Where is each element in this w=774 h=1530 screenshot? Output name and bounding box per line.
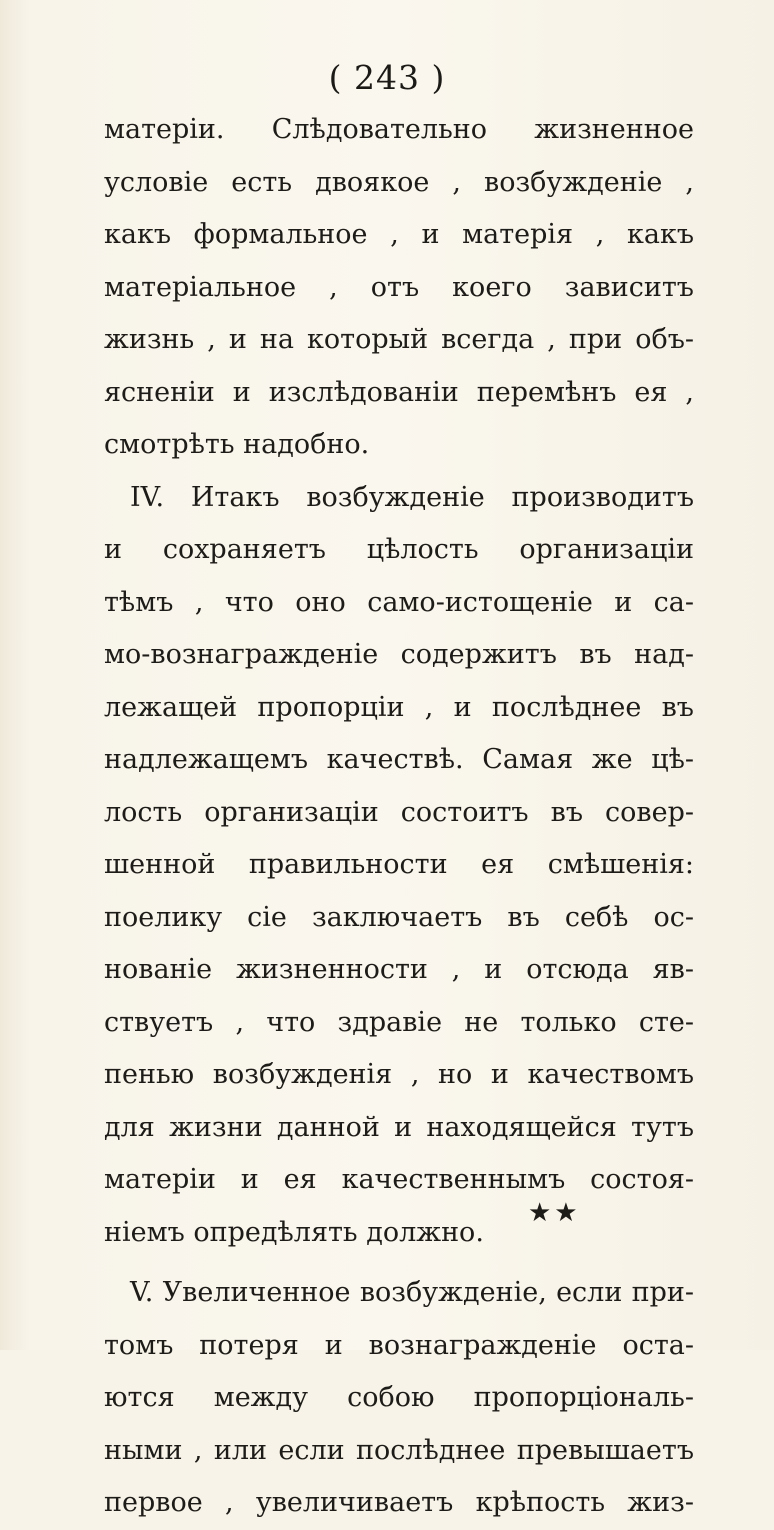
- text-line: нованiе жизненности , и отсюда яв-: [104, 954, 694, 985]
- signature-mark: ★★: [528, 1198, 581, 1228]
- text-line: матерiи. Слѣдовательно жизненное: [104, 114, 694, 145]
- text-line: надлежащемъ качествѣ. Самая же цѣ-: [104, 744, 694, 775]
- text-line: томъ потеря и вознагражденiе оста-: [104, 1329, 694, 1361]
- text-line: матерiи и ея качественнымъ состоя-: [104, 1164, 694, 1195]
- text-line: смотрѣть надобно.: [104, 429, 370, 460]
- text-line: шенной правильности ея смѣшенiя:: [104, 849, 694, 880]
- text-line: какъ формальное , и матерiя , какъ: [104, 219, 694, 250]
- text-line: ствуетъ , что здравiе не только сте-: [104, 1006, 694, 1038]
- text-line: ются между собою пропорцiональ-: [104, 1382, 694, 1413]
- page-number: ( 243 ): [328, 58, 446, 97]
- body-text: [104, 104, 694, 1530]
- text-line: и сохраняетъ цѣлость организацiи: [104, 534, 694, 565]
- text-line: ясненiи и изслѣдованiи перемѣнъ ея ,: [104, 376, 694, 408]
- text-line: матерiальное , отъ коего зависитъ: [104, 271, 694, 303]
- text-line: мо-вознагражденiе содержитъ въ над-: [104, 639, 694, 670]
- text-line: для жизни данной и находящейся тутъ: [104, 1111, 694, 1143]
- text-line: поелику сiе заключаетъ въ себѣ ос-: [104, 901, 694, 933]
- text-line: жизнь , и на который всегда , при объ-: [104, 324, 694, 355]
- text-line: условiе есть двоякое , возбужденiе ,: [104, 166, 694, 198]
- text-line: лость организацiи состоитъ въ совер-: [104, 796, 694, 828]
- text-line: пенью возбужденiя , но и качествомъ: [104, 1059, 694, 1090]
- paragraph-start-iv: IV. Итакъ возбужденiе производитъ: [130, 481, 694, 513]
- text-line: нiемъ опредѣлять должно.: [104, 1216, 484, 1248]
- paragraph-gap: [104, 1259, 694, 1267]
- text-line: тѣмъ , что оно само-истощенiе и са-: [104, 586, 694, 618]
- text-line: ными , или если послѣднее превышаетъ: [104, 1434, 694, 1466]
- text-line: лежащей пропорцiи , и послѣднее въ: [104, 691, 694, 723]
- text-line: первое , увеличиваетъ крѣпость жиз-: [104, 1487, 694, 1518]
- paragraph-start-v: V. Увеличенное возбужденiе, если при-: [130, 1277, 694, 1308]
